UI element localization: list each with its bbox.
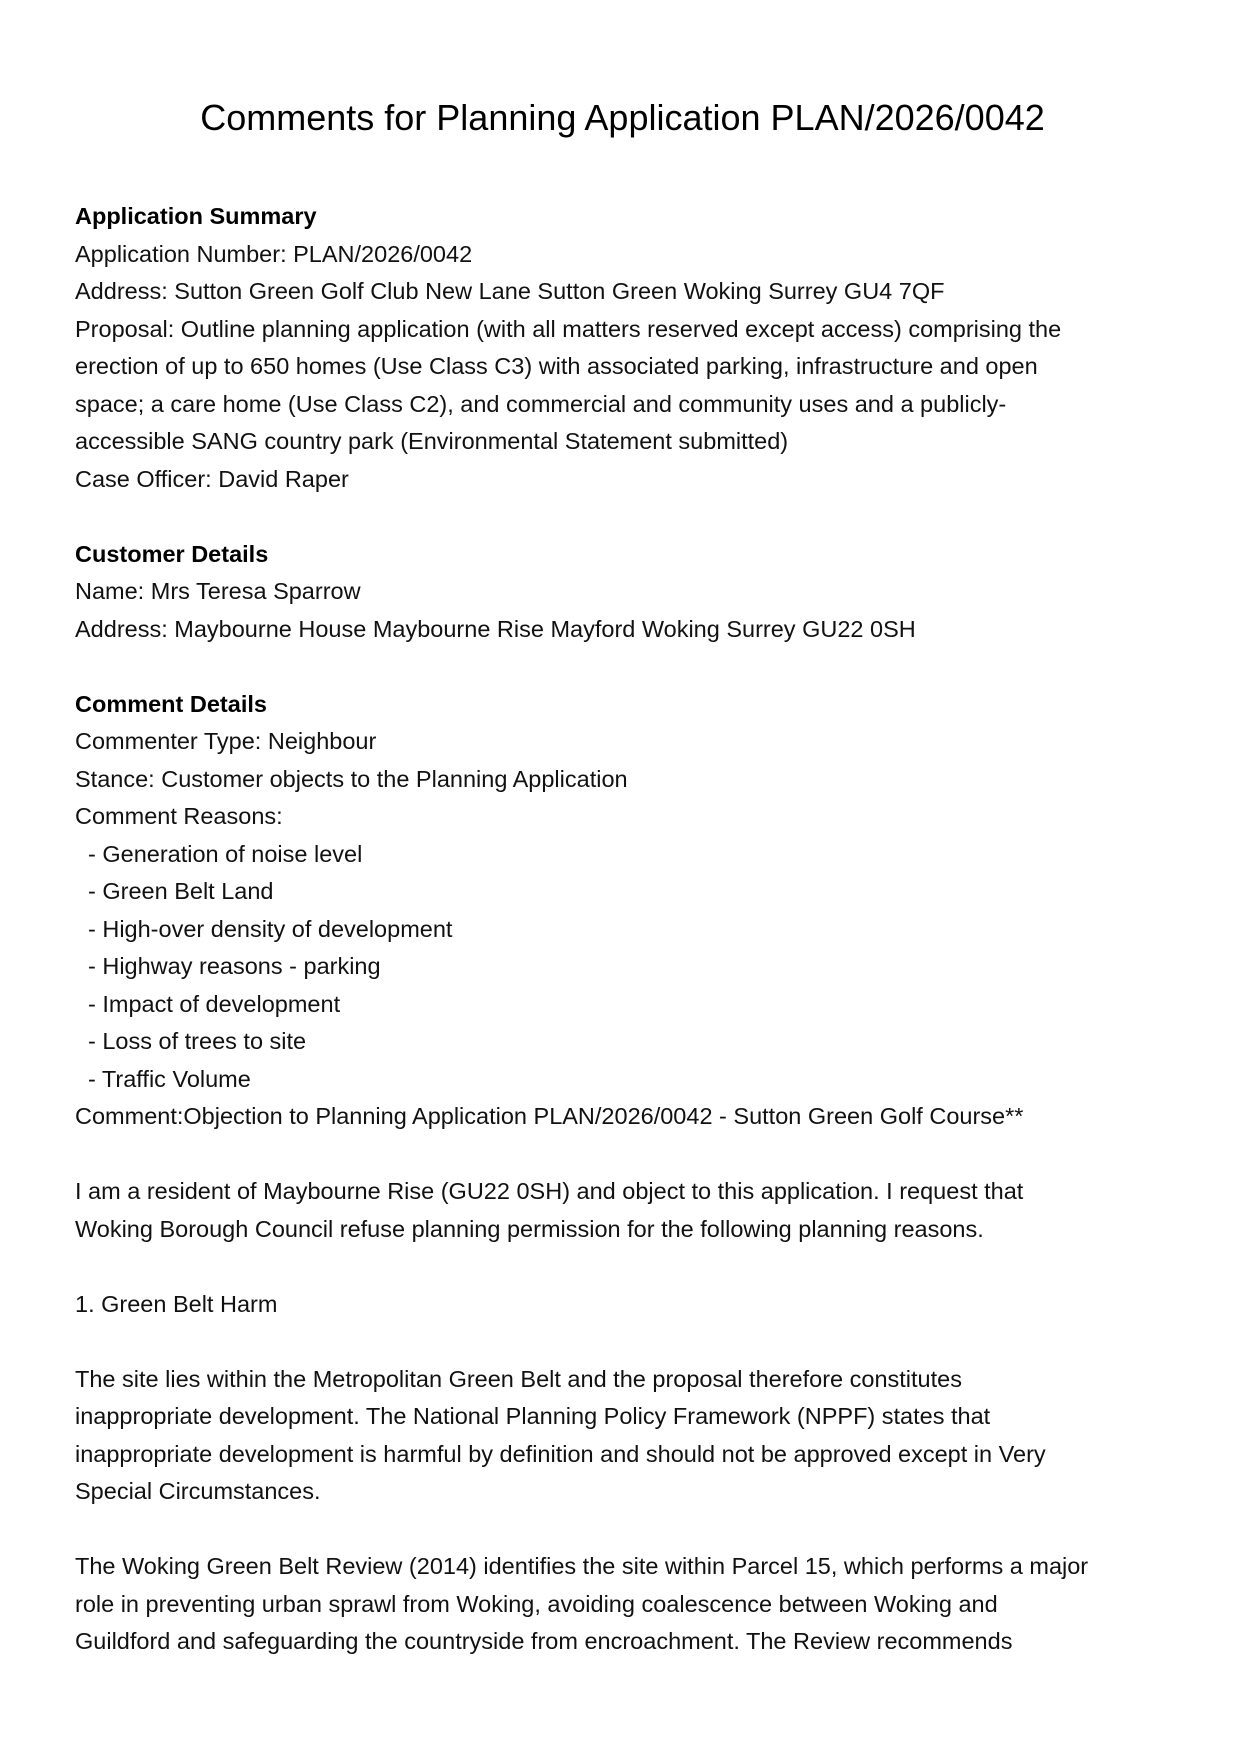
proposal-line: space; a care home (Use Class C2), and commercial and community uses and a publicly- bbox=[75, 390, 1007, 417]
comment-reason-item: - Highway reasons - parking bbox=[88, 953, 381, 979]
customer-address: Address: Maybourne House Maybourne Rise Mayford Woking Surrey GU22 0SH bbox=[75, 615, 916, 642]
comment-reason-item: - High-over density of development bbox=[88, 915, 453, 942]
commenter-type: Commenter Type: Neighbour bbox=[75, 728, 377, 754]
comment-reason-item: - Generation of noise level bbox=[88, 840, 363, 867]
comment-reason-item: - Loss of trees to site bbox=[88, 1028, 307, 1054]
proposal-line: accessible SANG country park (Environmental Statement submitted) bbox=[75, 428, 789, 454]
paragraph-spacer bbox=[75, 1323, 1170, 1361]
customer-name: Name: Mrs Teresa Sparrow bbox=[75, 578, 361, 604]
application-summary-heading: Application Summary bbox=[75, 203, 317, 229]
paragraph-line: I am a resident of Maybourne Rise (GU22 0SH) and object to this application. I request that bbox=[75, 1178, 1024, 1204]
paragraph-line: The Woking Green Belt Review (2014) identifies the site within Parcel 15, which performs a major bbox=[75, 1553, 1089, 1579]
comment-paragraph-3 bbox=[75, 1548, 1170, 1661]
comment-paragraph-2 bbox=[75, 1361, 1170, 1511]
case-officer: Case Officer: David Raper bbox=[75, 465, 349, 492]
paragraph-line: inappropriate development is harmful by definition and should not be approved except in Very bbox=[75, 1440, 1046, 1467]
comment-details-heading: Comment Details bbox=[75, 690, 267, 717]
section-spacer bbox=[75, 498, 1170, 536]
comment-reasons-label: Comment Reasons: bbox=[75, 803, 283, 829]
paragraph-spacer bbox=[75, 1136, 1170, 1174]
comment-reason-item: - Traffic Volume bbox=[88, 1065, 251, 1092]
application-number: Application Number: PLAN/2026/0042 bbox=[75, 240, 473, 267]
customer-details-heading: Customer Details bbox=[75, 540, 269, 567]
page-title: Comments for Planning Application PLAN/2026/0042 bbox=[200, 97, 1045, 138]
comment-paragraph-1 bbox=[75, 1173, 1170, 1248]
comment-reason-item: - Green Belt Land bbox=[88, 878, 274, 904]
paragraph-line: Woking Borough Council refuse planning permission for the following planning reasons. bbox=[75, 1215, 984, 1242]
customer-details-section bbox=[75, 536, 1170, 649]
application-summary-section bbox=[75, 198, 1170, 498]
section-1-heading: 1. Green Belt Harm bbox=[75, 1290, 278, 1317]
section-spacer bbox=[75, 648, 1170, 686]
proposal-line: erection of up to 650 homes (Use Class C3) with associated parking, infrastructure and open bbox=[75, 353, 1038, 379]
site-address: Address: Sutton Green Golf Club New Lane Sutton Green Woking Surrey GU4 7QF bbox=[75, 278, 945, 304]
paragraph-line: inappropriate development. The National Planning Policy Framework (NPPF) states that bbox=[75, 1403, 991, 1429]
paragraph-line: The site lies within the Metropolitan Green Belt and the proposal therefore constitutes bbox=[75, 1365, 962, 1392]
paragraph-line: Special Circumstances. bbox=[75, 1478, 321, 1504]
paragraph-spacer bbox=[75, 1511, 1170, 1549]
paragraph-line: Guildford and safeguarding the countryside from encroachment. The Review recommends bbox=[75, 1628, 1013, 1654]
stance: Stance: Customer objects to the Planning Application bbox=[75, 765, 628, 792]
comment-reason-item: - Impact of development bbox=[88, 990, 341, 1017]
document-body bbox=[75, 198, 1170, 1661]
comment-intro: Comment:Objection to Planning Application PLAN/2026/0042 - Sutton Green Golf Course** bbox=[75, 1103, 1024, 1129]
paragraph-line: role in preventing urban sprawl from Woking, avoiding coalescence between Woking and bbox=[75, 1590, 998, 1617]
comment-reasons-list bbox=[75, 836, 1170, 1099]
proposal-line: Proposal: Outline planning application (with all matters reserved except access) comprising the bbox=[75, 315, 1062, 342]
comment-details-section bbox=[75, 686, 1170, 1661]
paragraph-spacer bbox=[75, 1248, 1170, 1286]
